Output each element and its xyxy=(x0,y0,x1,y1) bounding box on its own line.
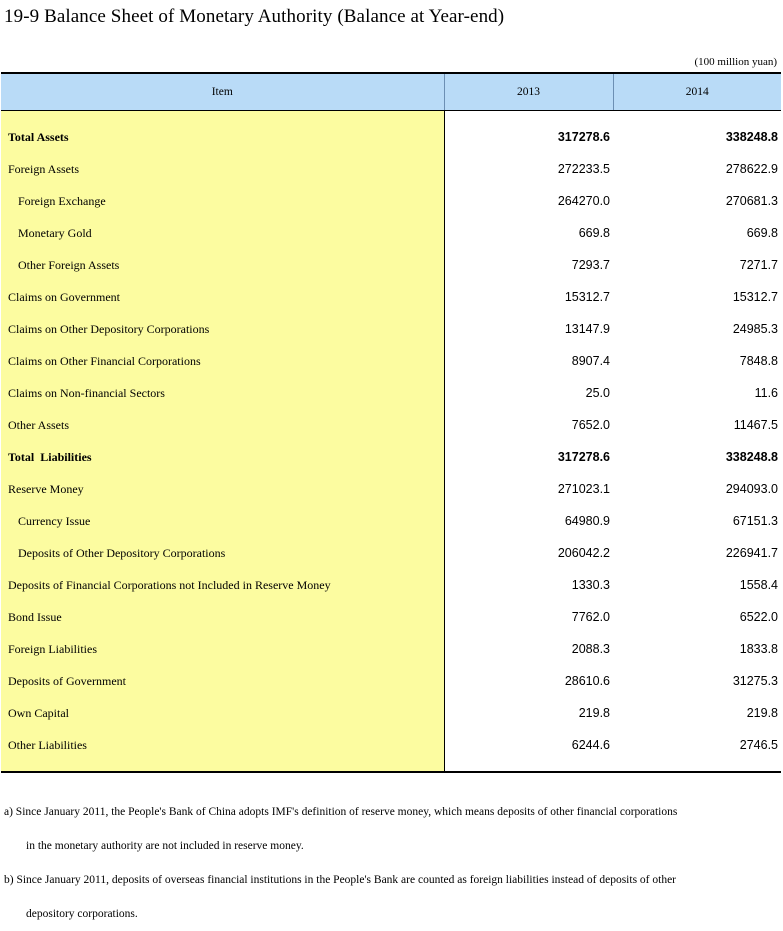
row-value-2014: 294093.0 xyxy=(725,482,778,496)
row-value-2013: 25.0 xyxy=(585,386,610,400)
row-item: Currency Issue xyxy=(1,505,444,537)
row-item: Other Foreign Assets xyxy=(1,249,444,281)
unit-label: (100 million yuan) xyxy=(694,56,777,68)
row-value-2014: 15312.7 xyxy=(732,290,778,304)
footnote-a-line-2: in the monetary authority are not included in reserve money. xyxy=(26,840,304,852)
row-value-2013: 264270.0 xyxy=(557,194,610,208)
row-value-2014: 67151.3 xyxy=(732,514,778,528)
table-row xyxy=(1,345,781,377)
spacer-row xyxy=(1,111,781,122)
table-row xyxy=(1,601,781,633)
table-row xyxy=(1,697,781,729)
row-item: Claims on Government xyxy=(1,281,444,313)
footnotes xyxy=(4,795,780,931)
row-value-2013: 13147.9 xyxy=(564,322,610,336)
table-row xyxy=(1,665,781,697)
table-row xyxy=(1,249,781,281)
header-year-2014: 2014 xyxy=(613,73,781,111)
row-item: Deposits of Other Depository Corporations xyxy=(1,537,444,569)
row-value-2013: 271023.1 xyxy=(557,482,610,496)
row-value-2014: 7848.8 xyxy=(739,354,778,368)
table-row xyxy=(1,377,781,409)
row-value-2014: 6522.0 xyxy=(739,610,778,624)
row-value-2013: 7293.7 xyxy=(571,258,610,272)
row-value-2013: 6244.6 xyxy=(571,738,610,752)
footnote-a-line-1: a) Since January 2011, the People's Bank of China adopts IMF's definition of reserve money, which means deposits of other financial corporations xyxy=(4,806,678,818)
row-item: Claims on Other Depository Corporations xyxy=(1,313,444,345)
row-value-2013: 7652.0 xyxy=(571,418,610,432)
table-row xyxy=(1,281,781,313)
table-row xyxy=(1,153,781,185)
row-value-2013: 219.8 xyxy=(578,706,610,720)
table-row xyxy=(1,729,781,761)
row-value-2013: 15312.7 xyxy=(564,290,610,304)
row-value-2013: 317278.6 xyxy=(557,450,610,464)
row-value-2014: 278622.9 xyxy=(725,162,778,176)
table-row xyxy=(1,505,781,537)
row-value-2014: 11.6 xyxy=(754,386,778,400)
row-value-2013: 28610.6 xyxy=(564,674,610,688)
row-value-2013: 206042.2 xyxy=(557,546,610,560)
row-item: Bond Issue xyxy=(1,601,444,633)
row-value-2013: 669.8 xyxy=(578,226,610,240)
row-value-2014: 338248.8 xyxy=(725,450,778,464)
row-item: Claims on Other Financial Corporations xyxy=(1,345,444,377)
header-item: Item xyxy=(1,73,444,111)
row-value-2013: 272233.5 xyxy=(557,162,610,176)
row-value-2013: 64980.9 xyxy=(564,514,610,528)
row-value-2014: 669.8 xyxy=(746,226,778,240)
row-value-2013: 317278.6 xyxy=(557,130,610,144)
row-item: Total Liabilities xyxy=(1,441,444,473)
row-item: Foreign Assets xyxy=(1,153,444,185)
row-value-2014: 7271.7 xyxy=(739,258,778,272)
row-value-2013: 2088.3 xyxy=(571,642,610,656)
row-item: Deposits of Financial Corporations not Included in Reserve Money xyxy=(1,569,444,601)
table-row xyxy=(1,441,781,473)
table-row xyxy=(1,185,781,217)
row-value-2013: 1330.3 xyxy=(571,578,610,592)
row-value-2014: 338248.8 xyxy=(725,130,778,144)
row-item: Deposits of Government xyxy=(1,665,444,697)
row-item: Foreign Exchange xyxy=(1,185,444,217)
row-value-2014: 219.8 xyxy=(746,706,778,720)
table-header xyxy=(1,73,781,111)
row-value-2014: 2746.5 xyxy=(739,738,778,752)
row-value-2013: 8907.4 xyxy=(571,354,610,368)
footnote-b-line-2: depository corporations. xyxy=(26,908,138,920)
row-value-2014: 11467.5 xyxy=(733,418,778,432)
row-item: Own Capital xyxy=(1,697,444,729)
table-row xyxy=(1,473,781,505)
row-value-2014: 226941.7 xyxy=(725,546,778,560)
row-value-2014: 1558.4 xyxy=(739,578,778,592)
row-item: Claims on Non-financial Sectors xyxy=(1,377,444,409)
table-body xyxy=(1,111,781,773)
row-value-2014: 270681.3 xyxy=(725,194,778,208)
table-row xyxy=(1,409,781,441)
page-title: 19-9 Balance Sheet of Monetary Authority (Balance at Year-end) xyxy=(4,6,505,27)
table-row xyxy=(1,537,781,569)
row-value-2013: 7762.0 xyxy=(571,610,610,624)
spacer-row xyxy=(1,761,781,772)
header-year-2013: 2013 xyxy=(444,73,613,111)
row-item: Monetary Gold xyxy=(1,217,444,249)
row-value-2014: 31275.3 xyxy=(732,674,778,688)
balance-sheet-table xyxy=(1,72,781,773)
table-row xyxy=(1,569,781,601)
table-row xyxy=(1,121,781,153)
table-row xyxy=(1,217,781,249)
row-item: Foreign Liabilities xyxy=(1,633,444,665)
table-row xyxy=(1,313,781,345)
row-item: Other Assets xyxy=(1,409,444,441)
row-item: Reserve Money xyxy=(1,473,444,505)
row-item: Other Liabilities xyxy=(1,729,444,761)
row-value-2014: 1833.8 xyxy=(739,642,778,656)
row-item: Total Assets xyxy=(1,121,444,153)
footnote-b-line-1: b) Since January 2011, deposits of overseas financial institutions in the People's Bank are counted as foreign liabilities instead of deposits of other xyxy=(4,874,677,886)
row-value-2014: 24985.3 xyxy=(732,322,778,336)
table-row xyxy=(1,633,781,665)
